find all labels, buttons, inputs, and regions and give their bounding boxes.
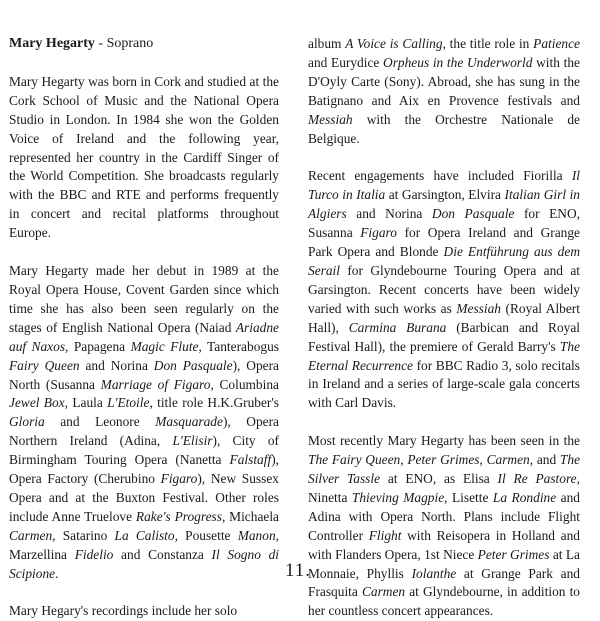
text-run: Recent engagements have included Fiorilla	[308, 168, 572, 184]
text-run: , Ninetta	[308, 471, 580, 505]
text-run: with the Orchestre Nationale de Belgique.	[308, 111, 580, 146]
text-run: Most recently Mary Hegarty has been seen in the	[308, 433, 580, 449]
text-run: at Garsington, Elvira	[385, 187, 505, 203]
text-run: Mary Hegarty made her debut in 1989 at the Royal Opera House, Covent Garden since which time she has also been seen regularly on the stages of English National Opera (Naiad	[9, 263, 279, 335]
artist-heading	[9, 35, 279, 54]
right-paragraphs	[308, 35, 580, 621]
text-run: ,	[400, 452, 408, 468]
text-run: at Glyndebourne, in addition to her countless concert appearances.	[308, 584, 580, 619]
text-run: (Barbican and Royal Festival Hall), the premiere of Gerald Barry's	[308, 319, 581, 354]
text-run: Mary Hegary's recordings include her solo	[9, 603, 238, 619]
italic-title: Carmen	[361, 584, 406, 600]
italic-title: Jewel Box	[9, 395, 65, 411]
text-run: , Michaela	[221, 508, 279, 524]
italic-title: Thieving Magpie	[351, 489, 445, 505]
text-run: and Leonore	[44, 414, 156, 430]
italic-title: Falstaff	[229, 452, 272, 468]
italic-title: Italian Girl in Algiers	[308, 187, 580, 222]
italic-title: Messiah	[456, 300, 501, 316]
italic-title: Ariadne auf Naxos	[9, 319, 279, 354]
text-run: Mary Hegarty was born in Cork and studied at the Cork School of Music and the National Opera Studio in London. In 1984 she won the Golden Voice of Ireland and the following year, represented her country in the Cardiff Singer of the World Competition. She broadcasts regularly with the BBC and RTE and performs frequently in concert and recital platforms throughout Europe.	[9, 73, 279, 241]
text-run: and Norina	[346, 206, 432, 222]
italic-title: Figaro	[160, 471, 198, 487]
italic-title: Masquarade	[155, 414, 223, 430]
text-run: , title role H.K.Gruber's	[149, 395, 279, 411]
text-run: .	[55, 565, 59, 581]
text-run: , Marzellina	[9, 527, 279, 562]
text-run: and Norina	[79, 357, 154, 373]
italic-title: L'Elisir	[172, 433, 213, 449]
italic-title: Rake's Progress	[135, 508, 222, 524]
paragraph	[308, 167, 580, 413]
italic-title: The Silver Tassle	[308, 452, 580, 487]
text-run: ), Opera Northern Ireland (Adina,	[9, 414, 279, 449]
text-run: , Lisette	[444, 489, 493, 505]
italic-title: Gloria	[9, 414, 45, 430]
text-run: , Satarino	[52, 527, 115, 543]
italic-title: Il Sogno di Scipione	[9, 546, 279, 581]
text-run: , and	[529, 452, 560, 468]
text-run: , Columbina	[210, 376, 279, 392]
text-run: at La Monnaie, Phyllis	[308, 546, 580, 581]
left-paragraphs	[9, 73, 279, 621]
text-run: album	[308, 36, 346, 51]
text-run: , Laula	[64, 395, 108, 411]
text-run: for Opera Ireland and Grange Park Opera and Blonde	[308, 225, 580, 260]
text-run: Pousette	[177, 527, 238, 543]
page-number: 11.	[284, 560, 312, 581]
text-run: with Reisopera in Holland and with Flanders Opera, 1st Niece	[308, 527, 580, 562]
text-run: , Papagena	[65, 338, 131, 354]
text-run: at Grange Park and Frasquita	[308, 565, 580, 600]
italic-title: A Voice is Calling	[345, 36, 443, 51]
italic-title: Carmina Burana	[348, 319, 447, 335]
paragraph	[308, 432, 580, 621]
right-column	[308, 35, 580, 621]
artist-name: Mary Hegarty	[9, 36, 95, 51]
text-run: at ENO, as Elisa	[380, 471, 498, 487]
text-run: for ENO, Susanna	[308, 206, 580, 241]
left-column	[9, 35, 279, 621]
italic-title: Fidelio	[74, 546, 114, 562]
italic-title: Don Pasquale	[153, 357, 233, 373]
text-run: ), Opera Factory (Cherubino	[9, 452, 279, 487]
italic-title: Magic Flute	[130, 338, 199, 354]
text-run: and Constanza	[113, 546, 212, 562]
text-run: ,	[479, 452, 487, 468]
text-run: , the title role in	[442, 36, 534, 51]
italic-title: Peter Grimes	[477, 546, 550, 562]
artist-role: - Soprano	[98, 36, 154, 51]
italic-title: Iolanthe	[411, 565, 457, 581]
text-run: for BBC Radio 3, solo recitals in Ireland and a series of large-scale gala concerts with Carl Davis.	[308, 357, 580, 411]
italic-title: Messiah	[308, 111, 353, 127]
paragraph	[9, 602, 279, 621]
italic-title: The Eternal Recurrence	[308, 338, 580, 373]
text-run: with the D'Oyly Carte (Sony). Abroad, she has sung in the Batignano and Aix en Provence festivals and	[308, 54, 580, 108]
italic-title: Flight	[368, 527, 402, 543]
italic-title: Patience	[533, 36, 580, 51]
paragraph	[9, 73, 279, 243]
italic-title: Il Re Pastore	[497, 471, 577, 487]
italic-title: Manon	[237, 527, 276, 543]
text-run: and Adina with Opera North. Plans include Flight Controller	[308, 489, 581, 543]
text-run: and Eurydice	[308, 54, 384, 70]
italic-title: The Fairy Queen	[308, 452, 401, 468]
italic-title: Fairy Queen	[9, 357, 80, 373]
text-run: for Glyndebourne Touring Opera and at Garsington. Recent concerts have been widely varied with such works as	[308, 262, 580, 316]
italic-title: Orpheus in the Underworld	[383, 54, 533, 70]
paragraph	[9, 262, 279, 583]
paragraph	[308, 35, 580, 148]
italic-title: Il Turco in Italia	[308, 168, 580, 203]
italic-title: Carmen	[486, 452, 530, 468]
text-run: , Tanterabogus	[198, 338, 279, 354]
italic-title: Die Entführung aus dem Serail	[308, 244, 580, 278]
italic-title: Carmen	[9, 527, 53, 543]
text-run: ), Opera North (Susanna	[9, 357, 280, 392]
italic-title: La Calisto,	[114, 527, 178, 543]
italic-title: Don Pasquale	[431, 206, 515, 222]
italic-title: La Rondine	[492, 489, 557, 505]
text-run: (Royal Albert Hall),	[308, 300, 580, 335]
text-run: ), City of Birmingham Touring Opera (Nanetta	[9, 433, 279, 468]
italic-title: Peter Grimes	[407, 452, 480, 468]
italic-title: Figaro	[360, 225, 397, 241]
italic-title: Marriage of Figaro	[100, 376, 211, 392]
italic-title: L'Etoile	[107, 395, 150, 411]
text-run: ), New Sussex Opera and at the Buxton Festival. Other roles include Anne Truelove	[9, 471, 279, 524]
